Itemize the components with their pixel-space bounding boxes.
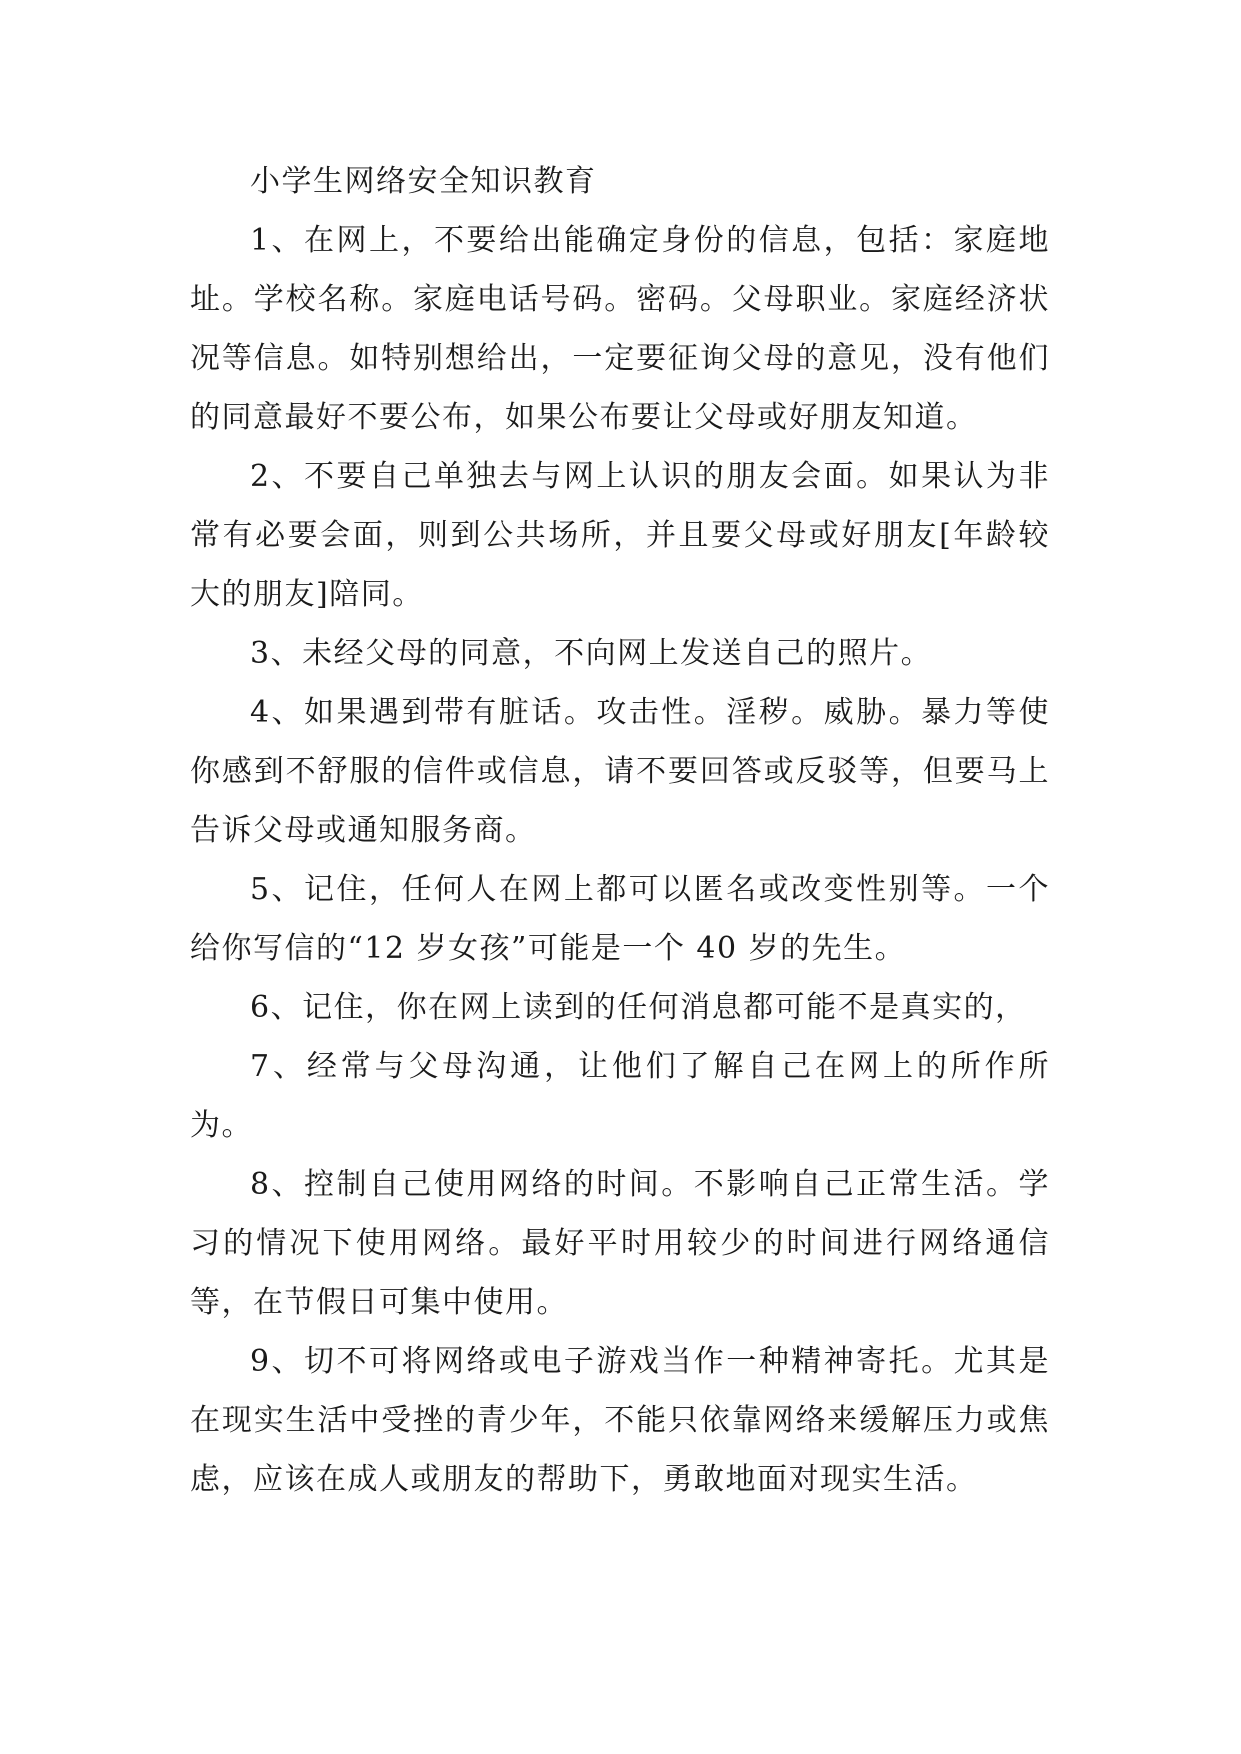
document-title: 小学生网络安全知识教育	[250, 164, 597, 199]
document-body	[190, 152, 1050, 1509]
paragraph-9: 9、切不可将网络或电子游戏当作一种精神寄托。尤其是在现实生活中受挫的青少年，不能只依靠网络来缓解压力或焦虑，应该在成人或朋友的帮助下，勇敢地面对现实生活。	[190, 1344, 1050, 1497]
paragraph-2: 2、不要自己单独去与网上认识的朋友会面。如果认为非常有必要会面，则到公共场所，并且要父母或好朋友[年龄较大的朋友]陪同。	[190, 459, 1050, 612]
paragraph-6: 6、记住，你在网上读到的任何消息都可能不是真实的，	[250, 990, 1027, 1025]
paragraph-7: 7、经常与父母沟通，让他们了解自己在网上的所作所为。	[190, 1049, 1050, 1143]
paragraph-1: 1、在网上，不要给出能确定身份的信息，包括：家庭地址。学校名称。家庭电话号码。密码。父母职业。家庭经济状况等信息。如特别想给出，一定要征询父母的意见，没有他们的同意最好不要公布，如果公布要让父母或好朋友知道。	[190, 223, 1050, 435]
paragraph-4: 4、如果遇到带有脏话。攻击性。淫秽。威胁。暴力等使你感到不舒服的信件或信息，请不要回答或反驳等，但要马上告诉父母或通知服务商。	[190, 695, 1050, 848]
paragraph-3: 3、未经父母的同意，不向网上发送自己的照片。	[250, 636, 933, 671]
paragraph-8: 8、控制自己使用网络的时间。不影响自己正常生活。学习的情况下使用网络。最好平时用较少的时间进行网络通信等，在节假日可集中使用。	[190, 1167, 1050, 1320]
paragraph-5: 5、记住，任何人在网上都可以匿名或改变性别等。一个给你写信的“12 岁女孩”可能是一个 40 岁的先生。	[190, 872, 1050, 966]
